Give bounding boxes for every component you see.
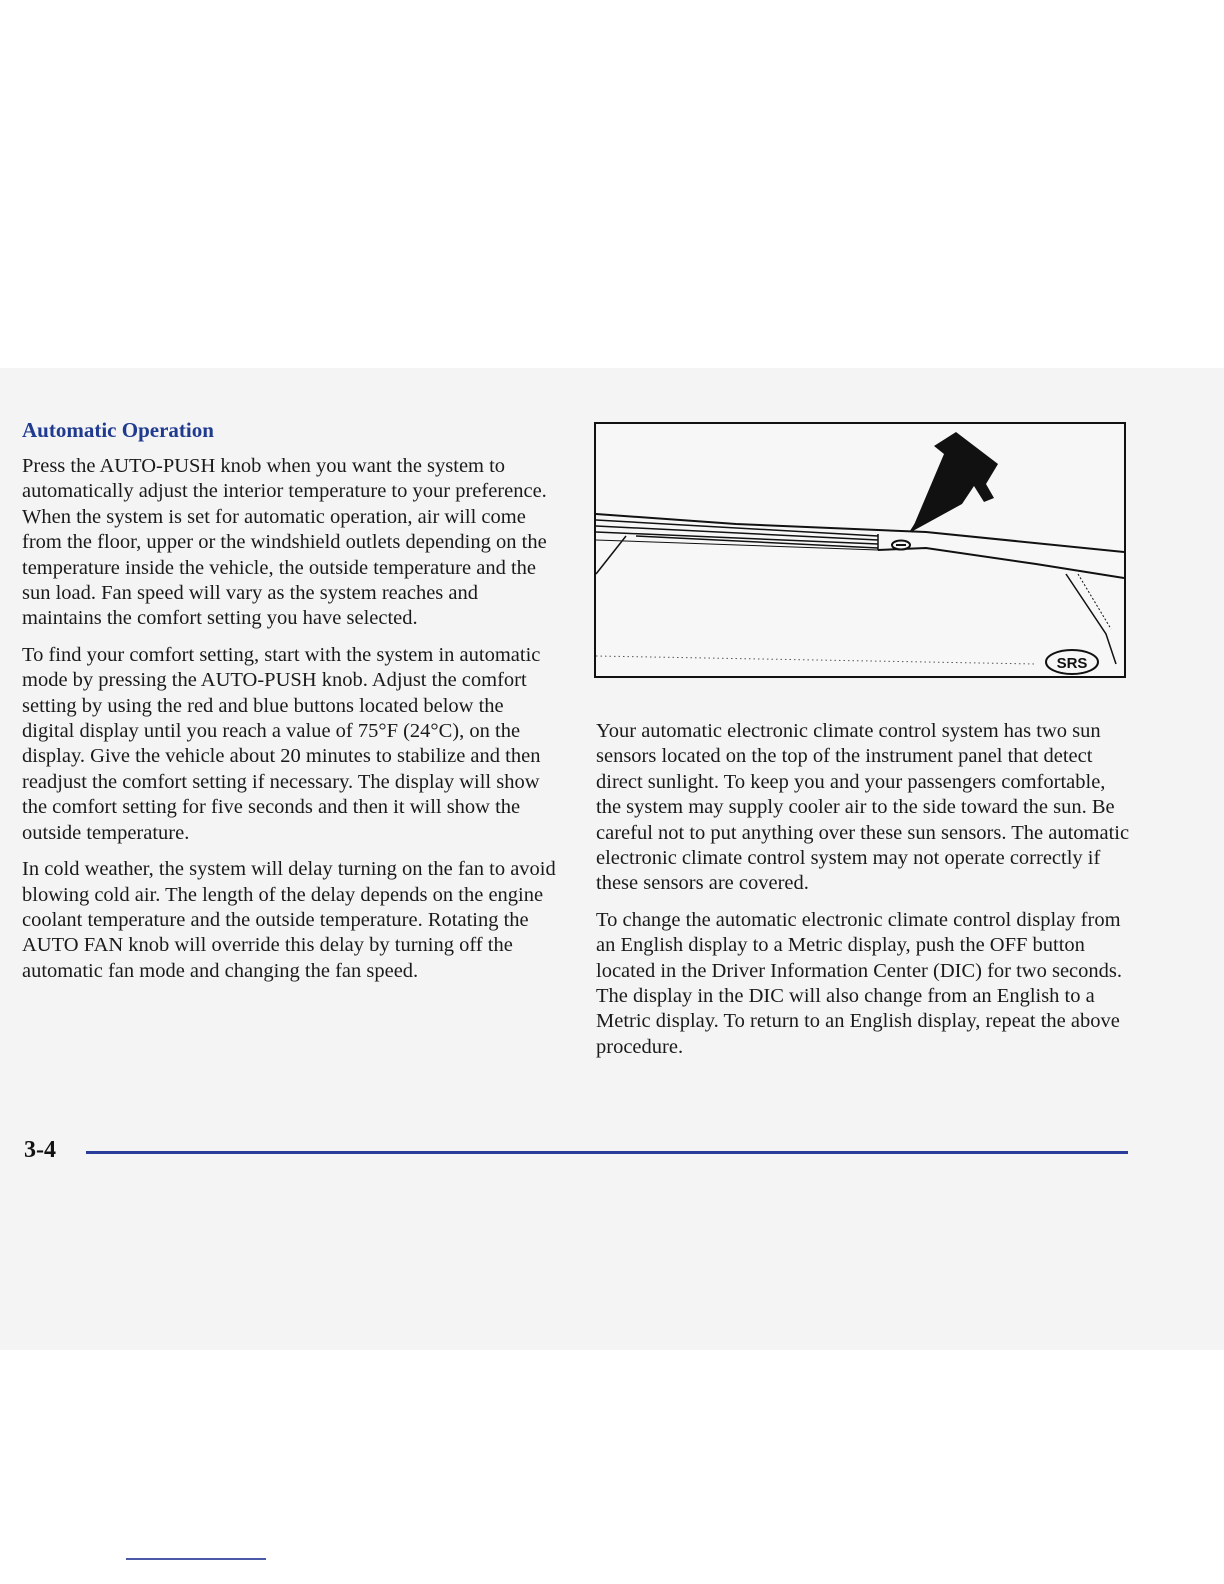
paragraph-metric-display: To change the automatic electronic climate control display from an English display to a Metric display, push the OFF button located in the Driver Information Center (DIC) for two seconds. The display in the DIC will also change from an English to a Metric display. To return to an English display, repeat the above procedure.: [596, 908, 1123, 1058]
pointer-arrow-icon: [911, 432, 998, 532]
bottom-divider: [126, 1558, 266, 1560]
right-column: [596, 719, 1131, 1071]
paragraph-comfort-setting: To find your comfort setting, start with the system in automatic mode by pressing the AUTO-PUSH knob. Adjust the comfort setting by using the red and blue buttons located below the digital display until you reach a value of 75°F (24°C), on the display. Give the vehicle about 20 minutes to stabilize and then readjust the comfort setting if necessary. The display will show the comfort setting for five seconds and then it will show the outside temperature.: [22, 643, 541, 844]
paragraph-auto-push: Press the AUTO-PUSH knob when you want the system to automatically adjust the interior temperature to your preference. When the system is set for automatic operation, air will come from the floor, upper or the windshield outlets depending on the temperature inside the vehicle, the outside temperature and the sun load. Fan speed will vary as the system reaches and maintains the comfort setting you have selected.: [22, 455, 547, 630]
paragraph-sun-sensors: Your automatic electronic climate control system has two sun sensors located on the top of the instrument panel that detect direct sunlight. To keep you and your passengers comfortable, the system may supply cooler air to the side toward the sun. Be careful not to put anything over these sun sensors. The automatic electronic climate control system may not operate correctly if these sensors are covered.: [596, 720, 1130, 895]
paragraph-cold-weather: In cold weather, the system will delay turning on the fan to avoid blowing cold air. The length of the delay depends on the engine coolant temperature and the outside temperature. Rotating the AUTO FAN knob will override this delay by turning off the automatic fan mode and changing the fan speed.: [22, 858, 556, 982]
footer-rule: [86, 1151, 1128, 1154]
page-number: 3-4: [24, 1137, 56, 1163]
section-heading: Automatic Operation: [22, 418, 214, 442]
sun-sensor-illustration: [594, 422, 1126, 678]
airbag-badge-label: SRS: [1056, 655, 1088, 672]
left-column: [22, 416, 557, 995]
